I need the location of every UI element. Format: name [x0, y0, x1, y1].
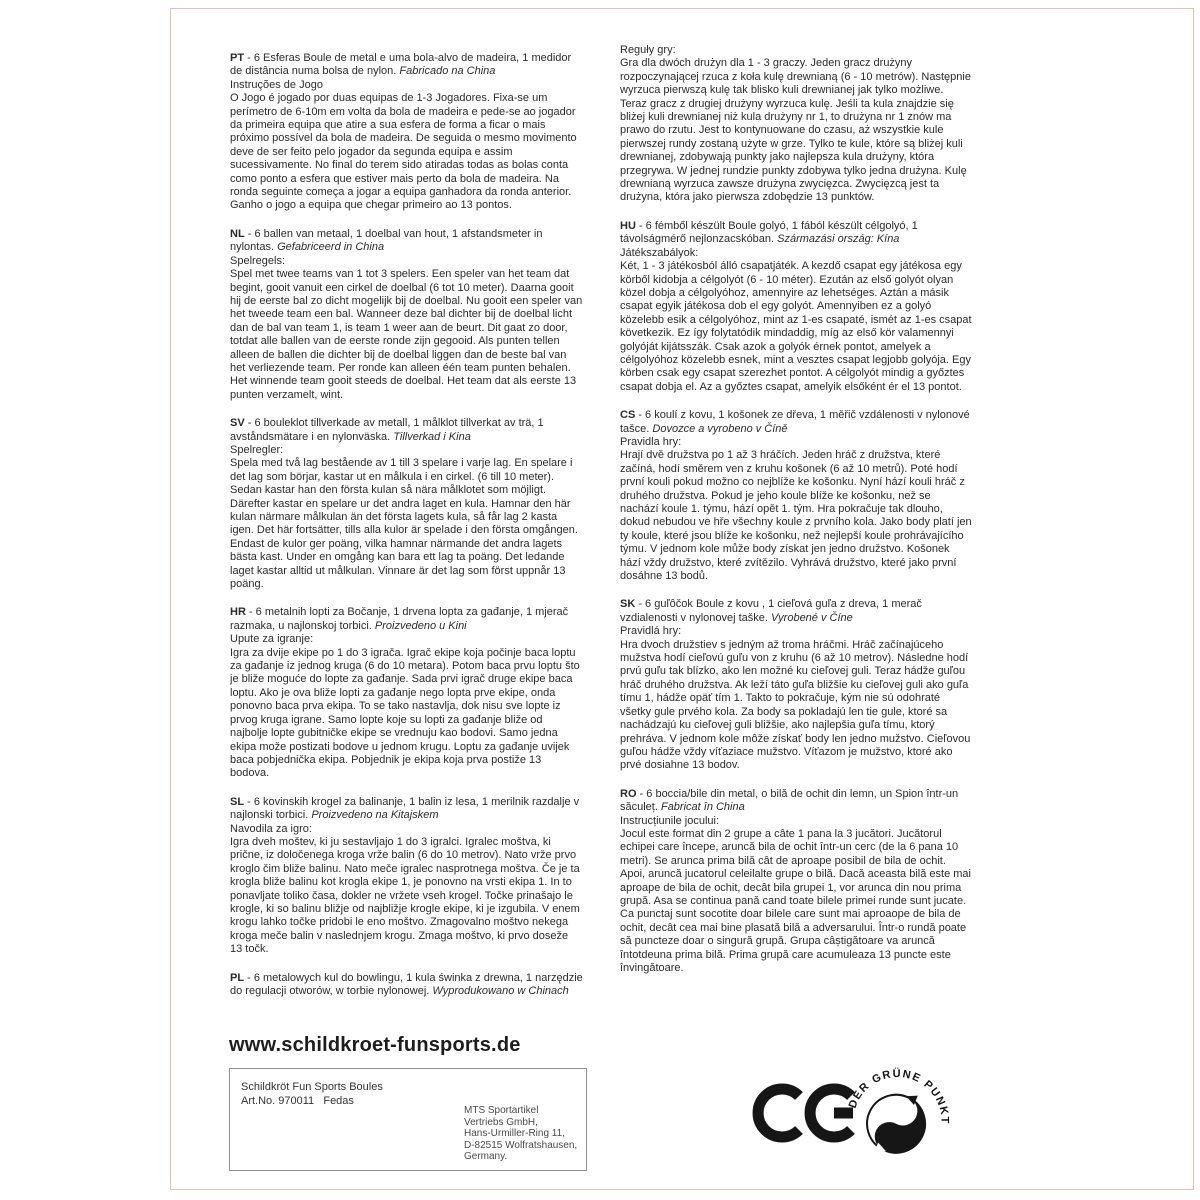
- section-sk-body: Hra dvoch družstiev s jedným až troma hráčmi. Hráč začínajúceho mužstva hodí cieľovú guľu von z kruhu (6 až 10 metrov). Následne hodí prvú guľu tak blízko, ako len možné ku cieľovej guli. Teraz hádže guľou hráč druhého družstva. Ak leží táto guľa bližšie ku cieľovej guli ako guľa tímu 1, hádže opäť tím 1. Takto to pokračuje, kým nie sú odohraté všetky gule prvého kola. Za body sa pokladajú len tie gule, ktoré sa nachádzajú ku cieľovej guli bližšie, ako najlepšia guľa tímu, ktorý prehráva. V jednom kole môže získať body len jedno mužstvo. Cieľovou guľou hádže vždy víťaziace mužstvo. Víťazom je mužstvo, ktoré ako prvé dosiahne 13 bodov.: [620, 638, 971, 772]
- section-hr-contents: [230, 606, 583, 633]
- section-hr: [230, 606, 583, 780]
- product-info-box: [229, 1068, 587, 1171]
- language-code-hu: HU: [620, 219, 636, 232]
- made-in-note: Proizvedeno na Kitajskem: [311, 809, 439, 822]
- section-cs-body: Hrají dvě družstva po 1 až 3 hráčích. Jeden hráč z družstva, které začíná, hodí směrem ven z kruhu košonek (6 až 10 metrů). Poté hodí první kouli pokud možno co nejblíže ke košonku. Nyní hází kouli hráč z druhého družstva. Pokud je jeho koule blíže ke košonku, než se nachází koule 1. týmu, hází opět 1. tým. Hra pokračuje tak dlouho, dokud nebudou ve hře všechny koule z prvního kola. Jako body platí jen ty koule, které jsou blíže ke košonku, než nejlepší koule prohrávajícího týmu. V jednom kole může body získat jen jedno družstvo. Košonek hází vždy družstvo, které zvítězilo. Vyhrává družstvo, které jako první dosáhne 13 bodů.: [620, 449, 972, 583]
- section-hu: [620, 220, 972, 394]
- section-pl-rules: [620, 44, 972, 205]
- language-code-sl: SL: [230, 795, 245, 808]
- language-code-ro: RO: [620, 787, 637, 800]
- section-nl: [230, 228, 583, 402]
- section-sl-contents: [230, 796, 583, 823]
- section-sv-heading: Spelregler:: [230, 443, 284, 456]
- contents-text: - 6 metalowych kul do bowlingu, 1 kula świnka z drewna, 1 narzędzie do regulacji otworów, w torbie nylonowej.: [230, 971, 583, 997]
- contents-text: - 6 boccia/bile din metal, o bilă de ochit din lemn, un Spion într-un săculeț.: [620, 787, 959, 814]
- article-number: Art.No. 970011 Fedas: [241, 1095, 354, 1107]
- made-in-note: Fabricado na China: [399, 65, 496, 78]
- language-code-sk: SK: [620, 598, 636, 611]
- address-line: Vertriebs GmbH,: [464, 1116, 538, 1128]
- contents-text: - 6 koulí z kovu, 1 košonek ze dřeva, 1 měřič vzdálenosti v nylonové tašce.: [620, 409, 970, 435]
- section-sv-body: Spela med två lag bestående av 1 till 3 spelare i varje lag. En spelare i det lag som börjar, kastar ut en målkula i en cirkel. (6 till 10 meter). Sedan kastar han den första kulan så nära målklotet som möjligt. Därefter kastar en spelare ur det andra laget en kula. Hamnar den här kulan närmare målkulan än det första lagets kula, så får lag 2 kasta igen. Det här fortsätter, tills alla kulor är spelade i den första omgången. Endast de kulor ger poäng, vilka hamnar närmande det andra lagets bästa kast. Under en omgång kan bara ett lag ta poäng. Det ledande laget kastar alltid ut målkulan. Vinnare är det lag som först uppnår 13 poäng.: [230, 457, 578, 591]
- section-hu-body: Két, 1 - 3 játékosból álló csapatjáték. A kezdő csapat egy játékosa egy körből kidobja a célgolyót (6 - 10 méter). Ezután az első golyót olyan közel dobja a célgolyóhoz, amennyire az lehetséges. Aztán a másik csapat egyik játékosa dob el egy golyót. Amennyiben ez a golyó közelebb esik a célgolyóhoz, mint az 1-es csapaté, ismét az 1-es csapat következik. Ez így folytatódik mindaddig, míg az első kör valamennyi golyóját kijátsszák. Csak azok a golyók érnek pontot, amelyek a célgolyóhoz közelebb esnek, mint a vesztes csapat legjobb golyója. Egy körben csak egy csapat szerezhet pontot. A célgolyót mindig a győztes csapat dobja el. Az a győztes csapat, amelyik elsőként ér el 13 pontot.: [620, 260, 972, 393]
- section-sk-heading: Pravidlá hry:: [620, 625, 682, 638]
- section-pl-rules-body: Gra dla dwóch drużyn dla 1 - 3 graczy. Jeden gracz drużyny rozpoczynającej rzuca z koła kulę drewnianą (6 - 10 metrów). Następnie wyrzuca pierwszą kulę tak blisko kuli drewnianej jak tylko możliwe. Teraz gracz z drugiej drużyny wyrzuca kulę. Jeśli ta kula znajdzie się bliżej kuli drewnianej niż kula drużyny nr 1, to drużyna nr 1 znów ma prawo do rzutu. Jest to kontynuowane do czasu, aż wszystkie kule pierwszej rundy zostaną użyte w grze. Tylko te kule, które są bliżej kuli drewnianej, zdobywają punkty jako najlepsza kula drużyny, która przegrywa. W jednej rundzie punkty zdobywa tylko jedna drużyna. Kulę drewnianą wyrzuca zawsze drużyna zwycięzca. Zwycięzcą jest ta drużyna, która jako pierwsza zdobędzie 13 punktów.: [620, 57, 971, 204]
- made-in-note: Proizvedeno u Kini: [374, 619, 467, 632]
- made-in-note: Dovozce a vyrobeno v Číně: [652, 422, 788, 435]
- section-sk: [620, 598, 972, 772]
- section-hu-contents: [620, 220, 972, 247]
- section-sv-contents: [230, 417, 583, 444]
- manufacturer-address: [464, 1105, 577, 1163]
- language-code-nl: NL: [230, 227, 245, 240]
- made-in-note: Wyprodukowano w Chinach: [432, 985, 569, 997]
- section-sl-body: Igra dveh moštev, ki ju sestavljajo 1 do 3 igralci. Igralec moštva, ki prične, iz določenega kroga vrže balin (6 do 10 metrov). Nato vrže prvo kroglo čim bliže balinu. Nato meče igralec nasprotnega moštva. Če je ta krogla bliže balinu kot krogla ekipe 1, je ponovno na vrsti ekipa 1. In to ponavljate toliko časa, dokler ne vržete vseh krogel. Točke prinašajo le krogle, ki so balinu bližje od najbližje krogle ekipe, ki je izgubila. V enem krogu lahko točke pridobi le eno moštvo. Zmagovalno moštvo nekega kroga meče balin v naslednjem krogu. Zmaga moštvo, ki prvo doseže 13 točk.: [230, 835, 580, 956]
- section-nl-heading: Spelregels:: [230, 254, 286, 267]
- address-line: D-82515 Wolfratshausen,: [464, 1139, 578, 1151]
- address-line: MTS Sportartikel: [464, 1105, 539, 1116]
- contents-text: - 6 guľôčok Boule z kovu , 1 cieľová guľa z dreva, 1 merač vzdialenosti v nylonovej taške.: [620, 598, 922, 624]
- language-code-pl: PL: [230, 971, 245, 984]
- made-in-note: Gefabriceerd in China: [277, 241, 385, 254]
- contents-text: - 6 bouleklot tillverkade av metall, 1 målklot tillverkat av trä, 1 avståndsmätare i en nylonväska.: [230, 417, 544, 443]
- section-pl: [230, 972, 583, 999]
- made-in-note: Vyrobené v Číne: [771, 611, 853, 624]
- section-ro: [620, 788, 972, 976]
- contents-text: - 6 Esferas Boule de metal e uma bola-alvo de madeira, 1 medidor de distância numa bolsa de nylon.: [230, 52, 572, 78]
- section-ro-contents: [620, 788, 972, 815]
- section-nl-contents: [230, 228, 583, 255]
- address-line: Germany.: [464, 1151, 508, 1163]
- section-pl-rules-heading: Reguły gry:: [620, 44, 676, 56]
- section-sk-contents: [620, 598, 972, 625]
- language-code-pt: PT: [230, 52, 245, 64]
- made-in-note: Származási ország: Kína: [777, 233, 900, 246]
- contents-text: - 6 fémből készült Boule golyó, 1 fából készült célgolyó, 1 távolságmérő nejlonzacskóban.: [620, 219, 918, 246]
- contents-text: - 6 metalnih lopti za Bočanje, 1 drvena lopta za gađanje, 1 mjerač razmaka, u najlonskoj torbici.: [230, 606, 569, 632]
- contents-text: - 6 ballen van metaal, 1 doelbal van hout, 1 afstandsmeter in nylontas.: [230, 227, 543, 254]
- language-code-cs: CS: [620, 409, 636, 422]
- section-cs-heading: Pravidla hry:: [620, 435, 682, 448]
- gruene-punkt-recycling-icon: [843, 1062, 951, 1179]
- product-title: Schildkröt Fun Sports Boules: [241, 1081, 383, 1093]
- section-hu-heading: Játékszabályok:: [620, 246, 699, 259]
- section-cs: [620, 409, 972, 583]
- section-pt: [230, 52, 583, 213]
- section-hr-heading: Upute za igranje:: [230, 633, 314, 646]
- instructions-right-column: [620, 44, 972, 990]
- section-cs-contents: [620, 409, 972, 436]
- instructions-left-column: [230, 52, 583, 1013]
- language-code-sv: SV: [230, 417, 245, 430]
- address-line: Hans-Urmiller-Ring 11,: [464, 1128, 565, 1140]
- section-pt-heading: Instruções de Jogo: [230, 78, 323, 91]
- section-sl: [230, 796, 583, 957]
- section-hr-body: Igra za dvije ekipe po 1 do 3 igrača. Igrač ekipe koja počinje baca loptu za gađanje iz jednog kruga (6 do 10 metara). Potom baca prvu loptu što je bliže moguće do lopte za gađanje. Sada prvi igrač druge ekipe baca loptu. Ako je ova bliže lopti za gađanje nego lopta prve ekipe, onda ponovno baca prva ekipa. To se tako nastavlja, dok nisu sve lopte iz prvog kruga igrane. Samo lopte koje su lopti za gađanje bliže od najbolje lopte gubitničke ekipe se vrednuju kao bodovi. Samo jedna ekipa može postizati bodove u jednom krugu. Loptu za gađanje uvijek baca pobjednička ekipa. Pobjednik je ekipa koja prva postiže 13 bodova.: [230, 646, 580, 780]
- section-pl-contents: [230, 972, 583, 999]
- section-sv: [230, 417, 583, 591]
- contents-text: - 6 kovinskih krogel za balinanje, 1 balin iz lesa, 1 merilnik razdalje v najlonski torbici.: [230, 795, 580, 822]
- made-in-note: Fabricat în China: [660, 801, 745, 814]
- gruene-punkt-label: DER GRÜNE PUNKT: [846, 1067, 951, 1125]
- section-pt-contents: [230, 52, 583, 79]
- made-in-note: Tillverkad i Kina: [393, 430, 471, 443]
- section-pt-body: O Jogo é jogado por duas equipas de 1-3 Jogadores. Fixa-se um perímetro de 6-10m em volta da bola de madeira e pede-se ao jogador da primeira equipa que atire a sua esfera de forma a ficar o mais próximo possível da bola de madeira. De seguida o mesmo movimento deve de ser feito pelo jogador da segunda equipa e assim sucessivamente. No final do terem sido atiradas todas as bolas conta como ponto a esfera que estiver mais perto da bola de madeira. Na ronda seguinte começa a jogar a equipa ganhadora da ronda anterior. Ganho o jogo a equipa que chegar primeiro ao 13 pontos.: [230, 92, 577, 212]
- section-ro-heading: Instrucțiunile jocului:: [620, 814, 720, 827]
- language-code-hr: HR: [230, 606, 246, 619]
- website-url: www.schildkroet-funsports.de: [229, 1034, 521, 1056]
- section-sl-heading: Navodila za igro:: [230, 822, 312, 835]
- section-nl-body: Spel met twee teams van 1 tot 3 spelers. Een speler van het team dat begint, gooit vanuit een cirkel de doelbal (6 tot 10 meter). Daarna gooit hij de eerste bal zo dicht mogelijk bij de doelbal. Nu gooit een speler van het tweede team een bal. Wanneer deze bal dichter bij de doelbal licht dan de bal van team 1, is team 1 weer aan de beurt. Dit gaat zo door, totdat alle ballen van de eerste ronde zijn gegooid. Als punten tellen alleen de ballen die dichter bij de doelbal liggen dan de beste bal van het verliezende team. Per ronde kan alleen één team punten behalen. Het winnende team gooit steeds de doelbal. Het team dat als eerste 13 punten verzamelt, wint.: [230, 268, 583, 401]
- section-ro-body: Jocul este format din 2 grupe a câte 1 pana la 3 jucători. Jucătorul echipei care începe, aruncă bila de ochit într-un cerc (de la 6 pana 10 metri). Se arunca prima bilă cât de aproape posibil de bila de ochit. Apoi, aruncă jucatorul celeilalte grupe o bilă. Dacă aceasta bilă este mai aproape de bila de ochit, decât bila grupei 1, vor arunca din nou prima grupă. Asa se continua pană cand toate bilele primei runde sunt jucate. Ca punctaj sunt socotite doar bilele care sunt mai aproaope de bila de ochit, decât cea mai bine plasată bilă a adversarului. Într-o rundă poate să puncteze doar o singură grupă. Grupa câștigătoare va aruncă întotdeuna prima bilă. Prima grupă care acumuleaza 13 puncte este învingătoare.: [620, 827, 971, 974]
